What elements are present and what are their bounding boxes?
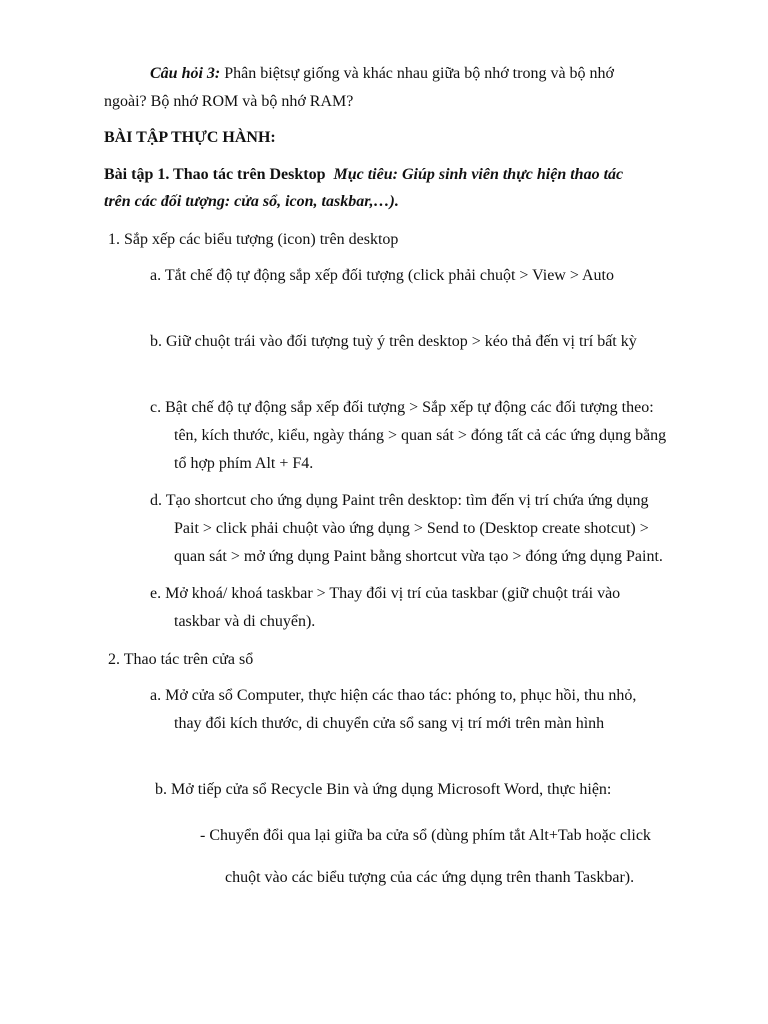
part-1-item-d-line-2: Pait > click phải chuột vào ứng dụng > Send to (Desktop create shotcut) > (174, 520, 649, 537)
question-label: Câu hỏi 3: (150, 65, 221, 82)
exercise-1-goal-2: trên các đối tượng: cửa sổ, icon, taskbar,…). (104, 193, 399, 210)
part-2-item-a-line-1: a. Mở cửa sổ Computer, thực hiện các thao tác: phóng to, phục hồi, thu nhỏ, (150, 687, 637, 704)
part-1-heading: 1. Sắp xếp các biểu tượng (icon) trên desktop (108, 231, 399, 248)
part-1-item-d-line-1: d. Tạo shortcut cho ứng dụng Paint trên desktop: tìm đến vị trí chứa ứng dụng (150, 492, 649, 509)
question-line-1 (150, 64, 614, 84)
question-line-2: ngoài? Bộ nhớ ROM và bộ nhớ RAM? (104, 93, 354, 110)
part-1-item-e-line-1: e. Mở khoá/ khoá taskbar > Thay đổi vị trí của taskbar (giữ chuột trái vào (150, 585, 621, 602)
part-1-item-c-line-2: tên, kích thước, kiểu, ngày tháng > quan sát > đóng tất cả các ứng dụng bằng (174, 427, 667, 444)
section-heading: BÀI TẬP THỰC HÀNH: (104, 129, 276, 146)
part-1-item-d-line-3: quan sát > mở ứng dụng Paint bằng shortcut vừa tạo > đóng ứng dụng Paint. (174, 548, 663, 565)
part-1-item-c-line-1: c. Bật chế độ tự động sắp xếp đối tượng > Sắp xếp tự động các đối tượng theo: (150, 399, 654, 416)
part-1-item-a: a. Tắt chế độ tự động sắp xếp đối tượng (click phải chuột > View > Auto (150, 267, 614, 284)
part-2-item-b: b. Mở tiếp cửa sổ Recycle Bin và ứng dụng Microsoft Word, thực hiện: (155, 781, 612, 798)
part-1-item-b: b. Giữ chuột trái vào đối tượng tuỳ ý trên desktop > kéo thả đến vị trí bất kỳ (150, 333, 637, 350)
part-2-dash-line-1: - Chuyển đổi qua lại giữa ba cửa sổ (dùng phím tắt Alt+Tab hoặc click (200, 827, 651, 844)
question-text-1: Phân biệtsự giống và khác nhau giữa bộ nhớ trong và bộ nhớ (220, 65, 615, 82)
part-1-item-c-line-3: tổ hợp phím Alt + F4. (174, 455, 314, 472)
exercise-1-title: Bài tập 1. Thao tác trên Desktop (104, 166, 326, 183)
part-2-heading: 2. Thao tác trên cửa sổ (108, 651, 254, 668)
exercise-1-goal-1: Mục tiêu: Giúp sinh viên thực hiện thao tác (333, 166, 624, 183)
part-2-item-a-line-2: thay đổi kích thước, di chuyển cửa sổ sang vị trí mới trên màn hình (174, 715, 605, 732)
part-2-dash-line-2: chuột vào các biểu tượng của các ứng dụng trên thanh Taskbar). (225, 869, 635, 886)
exercise-1-line-1 (104, 165, 623, 185)
part-1-item-e-line-2: taskbar và di chuyển). (174, 613, 316, 630)
